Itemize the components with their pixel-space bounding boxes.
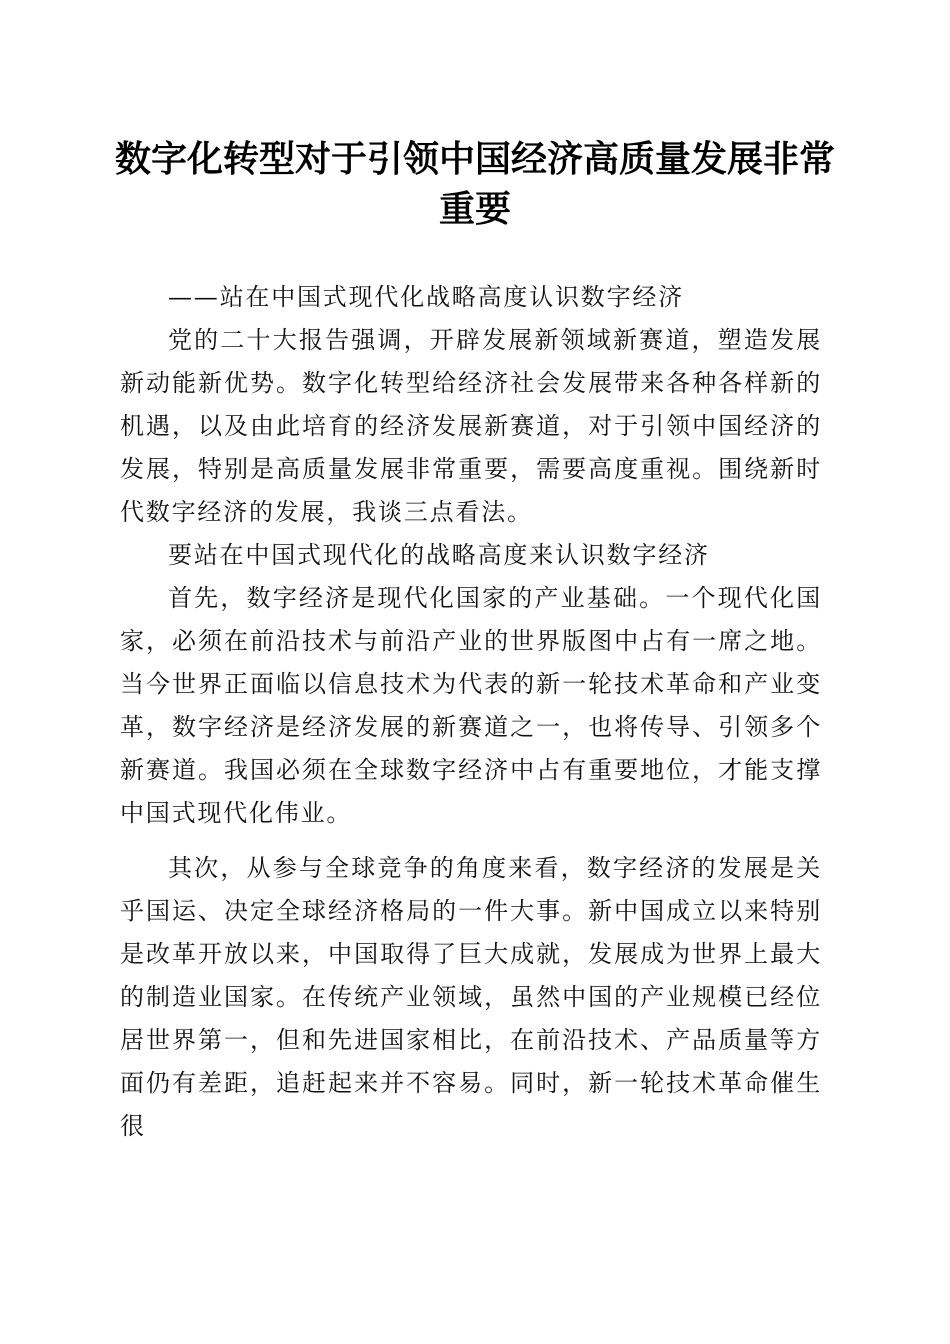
document-body: [120, 276, 822, 1148]
document-title: 数字化转型对于引领中国经济高质量发展非常重要: [114, 138, 835, 230]
section-heading-paragraph: 要站在中国式现代化的战略高度来认识数字经济: [168, 541, 710, 569]
body-paragraph: 其次，从参与全球竞争的角度来看，数字经济的发展是关乎国运、决定全球经济格局的一件大事。新中国成立以来特别是改革开放以来，中国取得了巨大成就，发展成为世界上最大的制造业国家。在传统产业领域，虽然中国的产业规模已经位居世界第一，但和先进国家相比，在前沿技术、产品质量等方面仍有差距，追赶起来并不容易。同时，新一轮技术革命催生很: [120, 854, 822, 1140]
subtitle-paragraph: ——站在中国式现代化战略高度认识数字经济: [168, 283, 684, 311]
body-paragraph: 党的二十大报告强调，开辟发展新领域新赛道，塑造发展新动能新优势。数字化转型给经济社会发展带来各种各样新的机遇，以及由此培育的经济发展新赛道，对于引领中国经济的发展，特别是高质量发展非常重要，需要高度重视。围绕新时代数字经济的发展，我谈三点看法。: [120, 326, 822, 526]
body-paragraph: 首先，数字经济是现代化国家的产业基础。一个现代化国家，必须在前沿技术与前沿产业的世界版图中占有一席之地。当今世界正面临以信息技术为代表的新一轮技术革命和产业变革，数字经济是经济发展的新赛道之一，也将传导、引领多个新赛道。我国必须在全球数字经济中占有重要地位，才能支撑中国式现代化伟业。: [120, 584, 822, 827]
